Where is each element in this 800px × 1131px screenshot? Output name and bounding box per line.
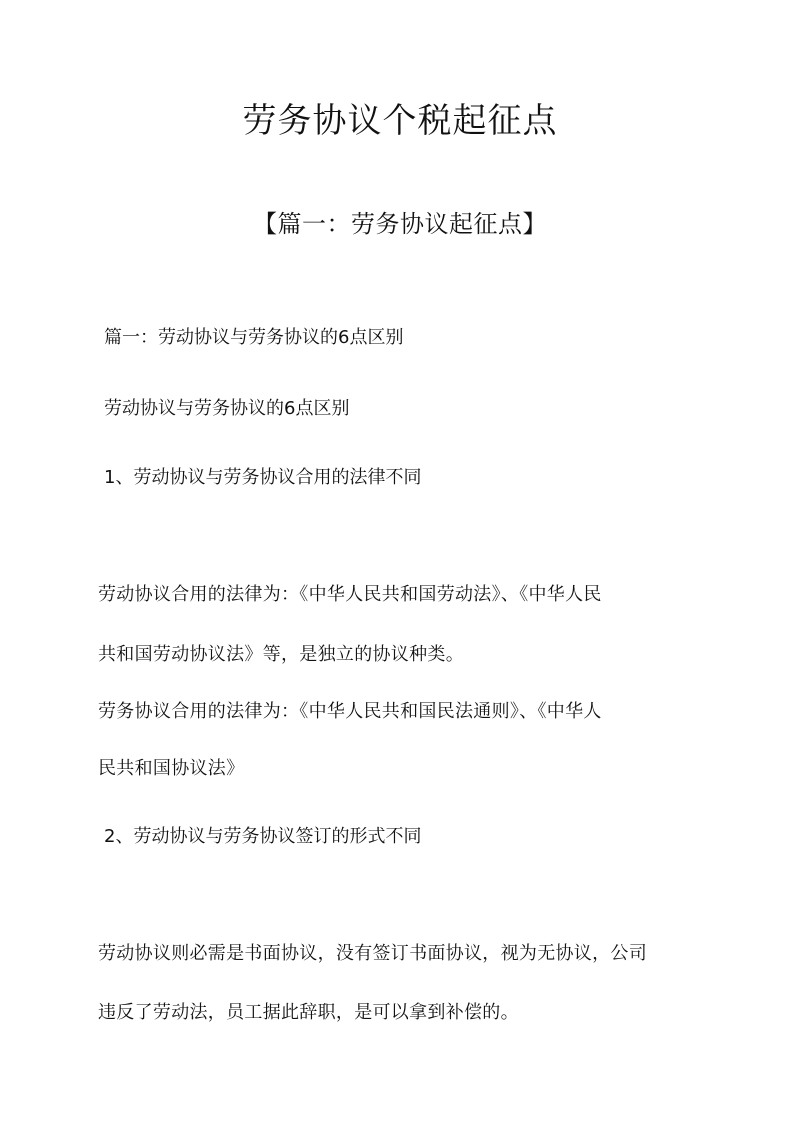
paragraph-line-5: 劳动协议则必需是书面协议，没有签订书面协议，视为无协议，公司: [98, 943, 647, 964]
paragraph-line-1: 劳动协议合用的法律为：《中华人民共和国劳动法》、《中华人民: [98, 584, 602, 605]
point-2-heading: 2、劳动协议与劳务协议签订的形式不同: [104, 826, 422, 847]
paragraph-line-2: 共和国劳动协议法》等，是独立的协议种类。: [98, 644, 464, 665]
document-title: 劳务协议个税起征点: [242, 101, 558, 141]
article-heading: 篇一：劳动协议与劳务协议的6点区别: [104, 327, 404, 348]
article-subheading: 劳动协议与劳务协议的6点区别: [104, 398, 350, 419]
point-1-heading: 1、劳动协议与劳务协议合用的法律不同: [104, 467, 422, 488]
paragraph-line-6: 违反了劳动法，员工据此辞职，是可以拿到补偿的。: [98, 1002, 519, 1023]
paragraph-line-4: 民共和国协议法》: [98, 758, 245, 779]
section-heading: 【篇一：劳务协议起征点】: [253, 210, 547, 238]
paragraph-line-3: 劳务协议合用的法律为：《中华人民共和国民法通则》、《中华人: [98, 701, 602, 722]
